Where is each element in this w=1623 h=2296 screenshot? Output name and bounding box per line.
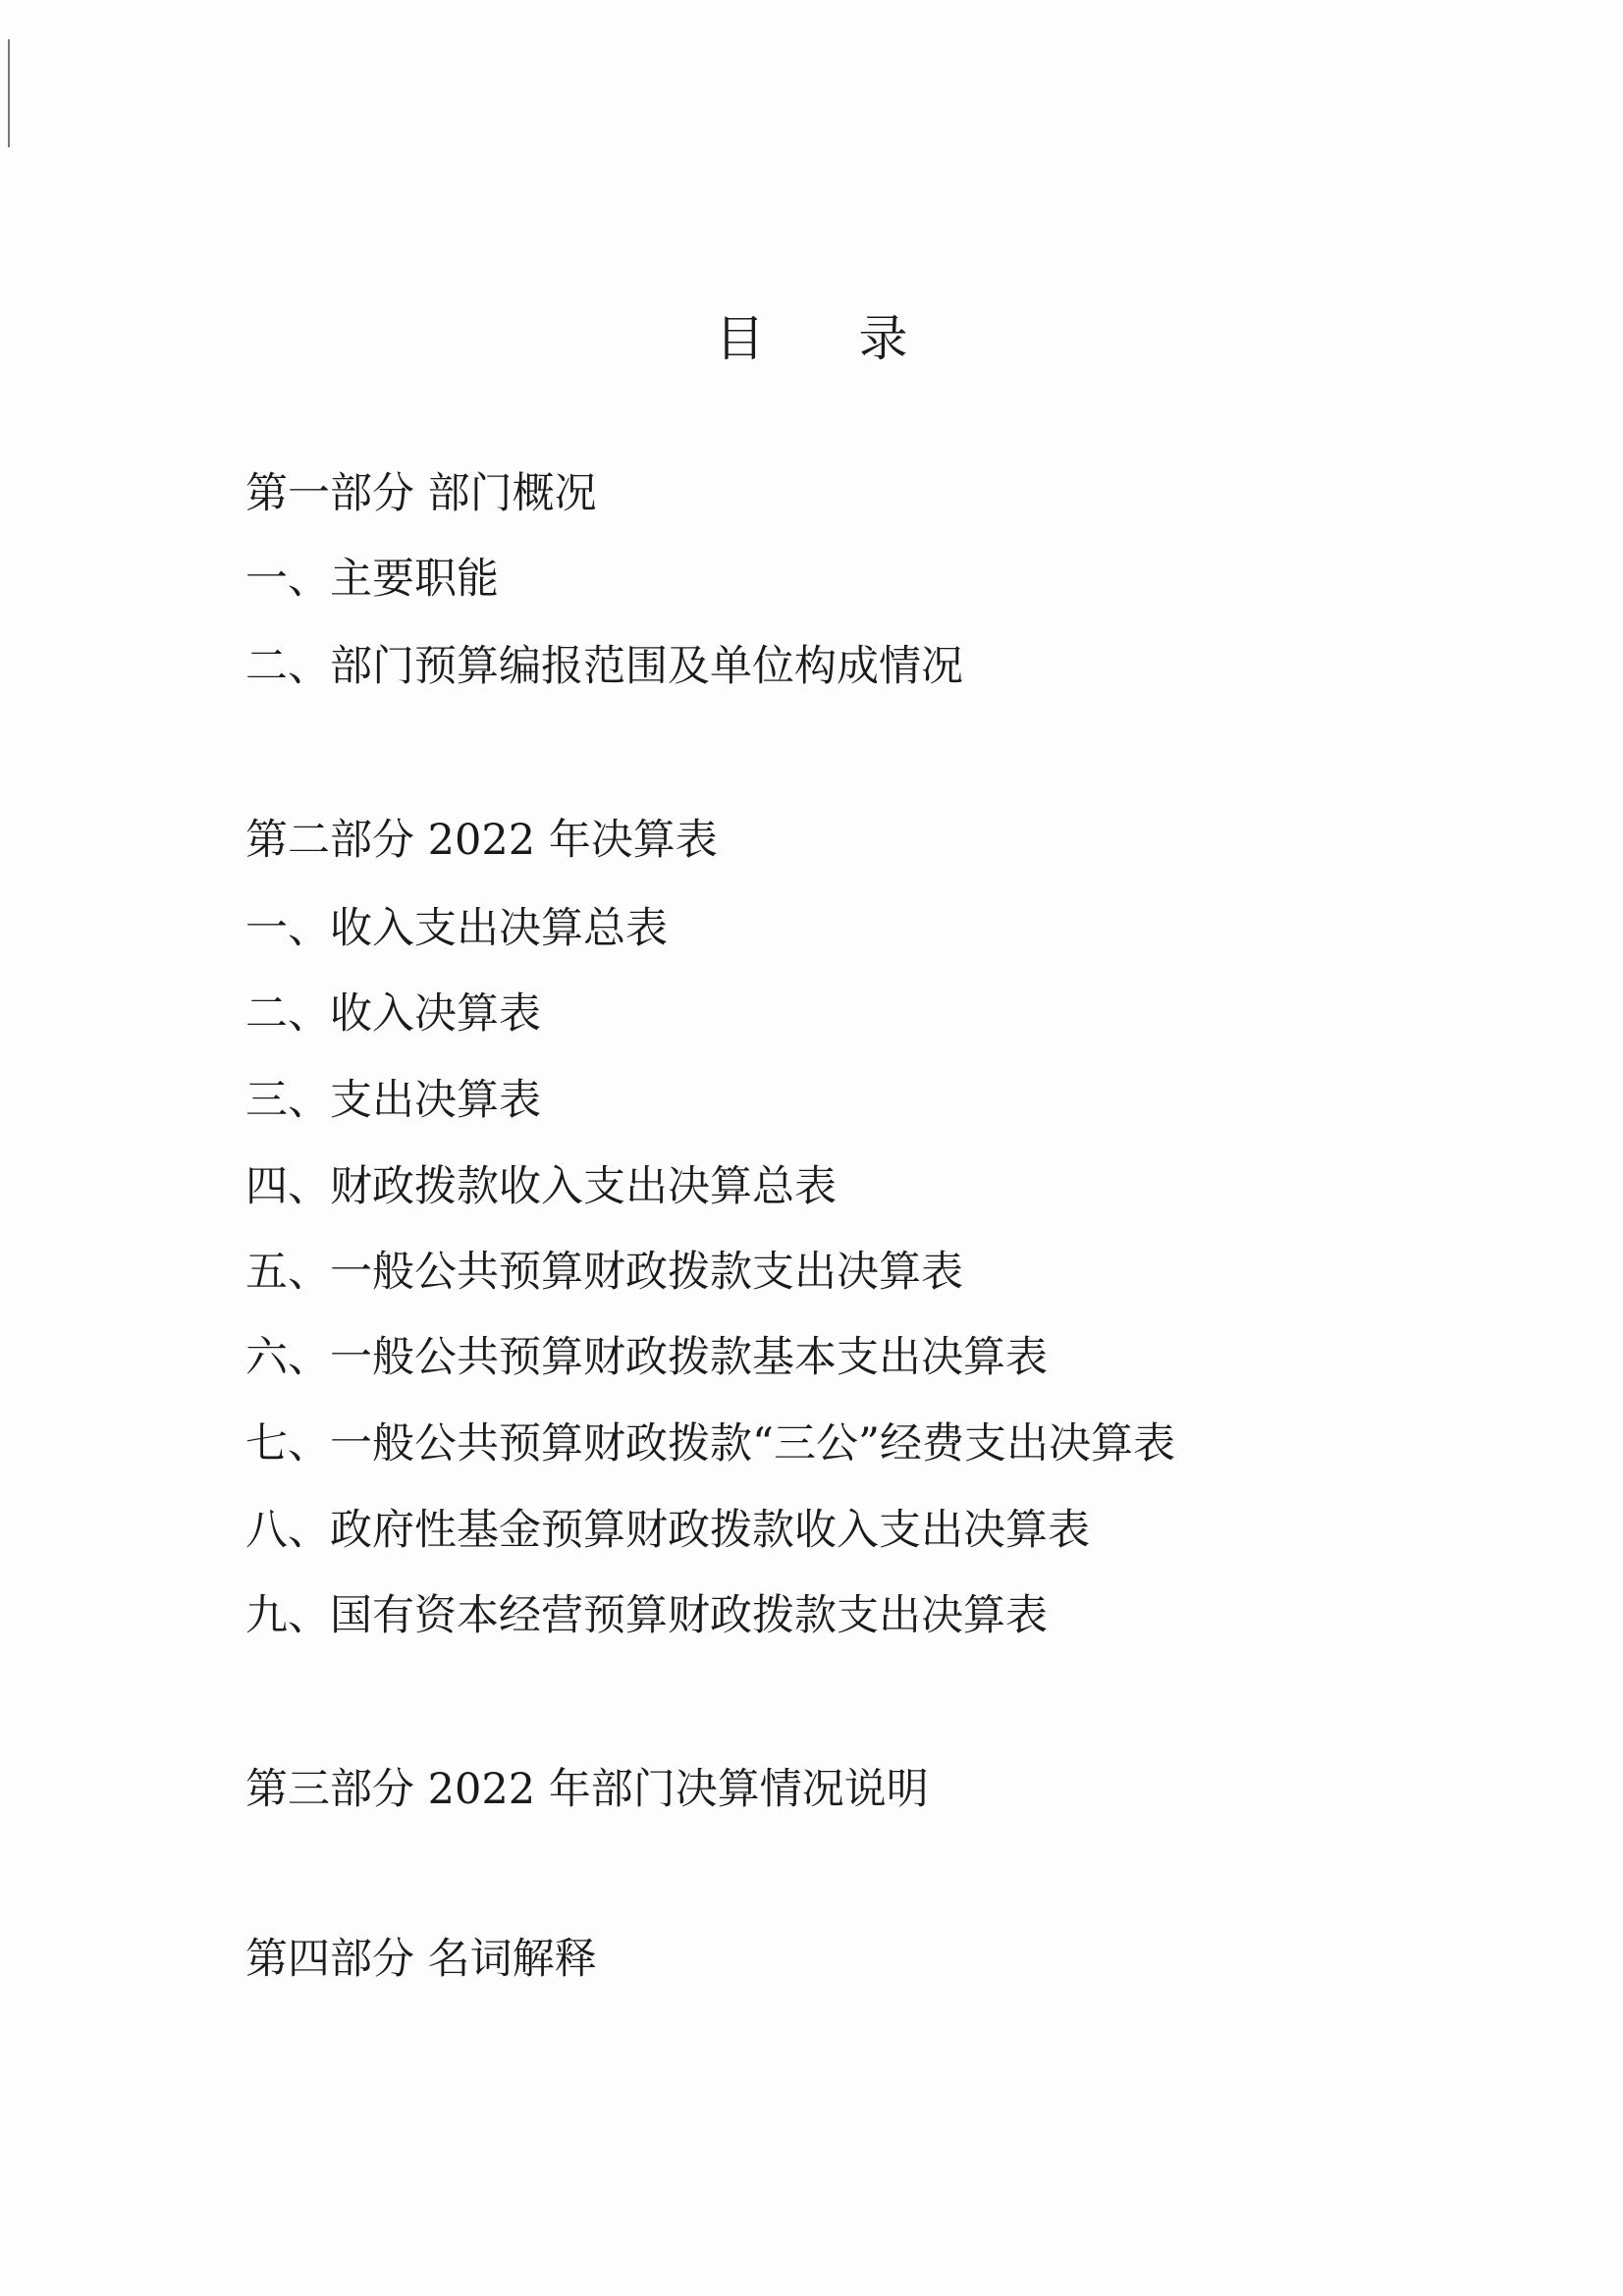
part2-heading: 第二部分 2022 年决算表	[245, 816, 718, 865]
part2-item-9: 九、国有资本经营预算财政拨款支出决算表	[245, 1591, 1048, 1640]
part2-item-6: 六、一般公共预算财政拨款基本支出决算表	[245, 1333, 1048, 1382]
part2-item-4: 四、财政拨款收入支出决算总表	[245, 1162, 837, 1211]
part2-item-7: 七、一般公共预算财政拨款“三公”经费支出决算表	[245, 1419, 1175, 1468]
part4-heading: 第四部分 名词解释	[245, 1935, 597, 1984]
part3-heading: 第三部分 2022 年部门决算情况说明	[245, 1765, 929, 1814]
part1-heading: 第一部分 部门概况	[245, 469, 597, 518]
part2-item-1: 一、收入支出决算总表	[245, 904, 668, 953]
part2-item-8: 八、政府性基金预算财政拨款收入支出决算表	[245, 1506, 1090, 1555]
table-of-contents	[245, 469, 1522, 1984]
part1-item-2: 二、部门预算编报范围及单位构成情况	[245, 642, 963, 691]
scan-edge-mark	[8, 39, 10, 147]
part2-item-5: 五、一般公共预算财政拨款支出决算表	[245, 1248, 963, 1297]
part2-item-2: 二、收入决算表	[245, 989, 541, 1039]
part2-item-3: 三、支出决算表	[245, 1076, 541, 1125]
part1-item-1: 一、主要职能	[245, 555, 499, 604]
page-title: 目 录	[715, 310, 947, 367]
